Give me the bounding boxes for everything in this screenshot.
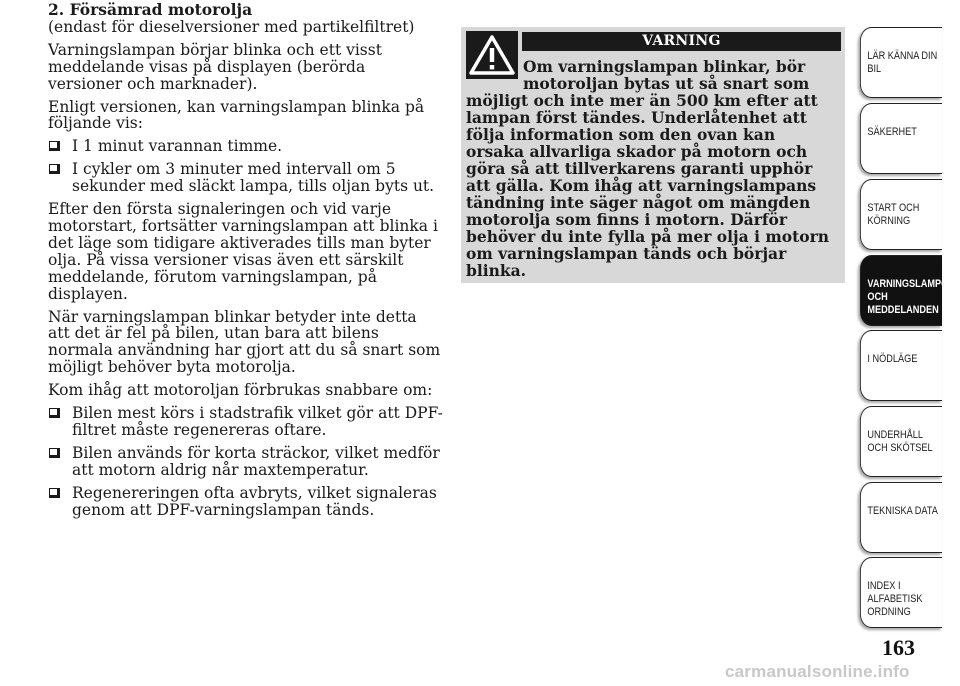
checkbox-bullet-icon bbox=[49, 408, 60, 418]
tab-varningslampor-och-meddelanden[interactable]: VARNINGSLAMPOR OCH MEDDELANDEN bbox=[860, 255, 942, 326]
warning-text: Om varningslampan blinkar, bör motoroljan bytas ut så snart som möjligt och inte mer än 500 km efter att lampan först tändes. Underlåtenhet att följa information som den ovan kan orsaka allvarliga skador på motorn och göra så att tillverkarens garanti upphör att gälla. Kom ihåg att varningslampans tändning inte säger något om mängden motorolja som finns i motorn. Därför behöver du inte fylla på mer olja i motorn om varningslampan tänds och börjar blinka. bbox=[466, 57, 830, 280]
paragraph: Varningslampan börjar blinka och ett visst meddelande visas på displayen (berörda versioner och marknader). bbox=[48, 40, 382, 93]
section-subtitle: (endast för dieselversioner med partikelfiltret) bbox=[48, 17, 415, 36]
list-item bbox=[48, 161, 443, 195]
tab-index-i-alfabetisk-ordning[interactable]: INDEX I ALFABETISK ORDNING bbox=[860, 557, 942, 628]
list-item-text: I 1 minut varannan timme. bbox=[72, 137, 283, 156]
list-item-text: Bilen mest körs i stadstrafik vilket gör att DPF-filtret måste regenereras oftare. bbox=[72, 404, 443, 439]
watermark: carmanualsonline.info bbox=[725, 662, 910, 681]
list-item bbox=[48, 485, 443, 519]
list-item-text: Bilen används för korta sträckor, vilket medför att motorn aldrig når maxtemperatur. bbox=[72, 443, 440, 479]
paragraph: Enligt versionen, kan varningslampan blinka på följande vis: bbox=[48, 97, 425, 133]
tab-sakerhet[interactable]: SÄKERHET bbox=[860, 103, 942, 174]
list-item bbox=[48, 405, 443, 439]
tab-underhall-och-skotsel[interactable]: UNDERHÅLL OCH SKÖTSEL bbox=[860, 406, 942, 477]
checkbox-bullet-icon bbox=[49, 448, 60, 458]
checkbox-bullet-icon bbox=[49, 141, 60, 151]
tab-start-och-korning[interactable]: START OCH KÖRNING bbox=[860, 179, 942, 250]
warning-title: VARNING bbox=[522, 32, 841, 51]
list-item bbox=[48, 445, 443, 479]
section-title: 2. Försämrad motorolja bbox=[48, 0, 253, 19]
paragraph: När varningslampan blinkar betyder inte detta att det är fel på bilen, utan bara att bilens normala användning har gjort att du så snart som möjligt behöver byta motorolja. bbox=[48, 307, 441, 377]
warning-box bbox=[461, 27, 845, 283]
tab-lar-kanna-din-bil[interactable]: LÄR KÄNNA DIN BIL bbox=[860, 27, 942, 98]
warning-text-block bbox=[466, 58, 838, 279]
paragraph: Efter den första signaleringen och vid varje motorstart, fortsätter varningslampan att blinka i det läge som tidigare aktiverades tills man byter olja. På vissa versioner visas även ett särskilt meddelande, förutom varningslampan, på displayen. bbox=[48, 200, 438, 303]
checkbox-bullet-icon bbox=[49, 164, 60, 174]
list-item-text: I cykler om 3 minuter med intervall om 5 sekunder med släckt lampa, tills oljan byts ut. bbox=[72, 160, 435, 196]
main-text-column bbox=[48, 2, 443, 524]
list-item bbox=[48, 138, 443, 155]
tab-tekniska-data[interactable]: TEKNISKA DATA bbox=[860, 482, 942, 553]
tab-i-nodlage[interactable]: I NÖDLÄGE bbox=[860, 330, 942, 401]
section-heading bbox=[48, 2, 443, 36]
paragraph: Kom ihåg att motoroljan förbrukas snabbare om: bbox=[48, 381, 433, 400]
checkbox-bullet-icon bbox=[49, 488, 60, 498]
page-number: 163 bbox=[882, 635, 915, 660]
list-item-text: Regenereringen ofta avbryts, vilket signaleras genom att DPF-varningslampan tänds. bbox=[72, 483, 437, 519]
